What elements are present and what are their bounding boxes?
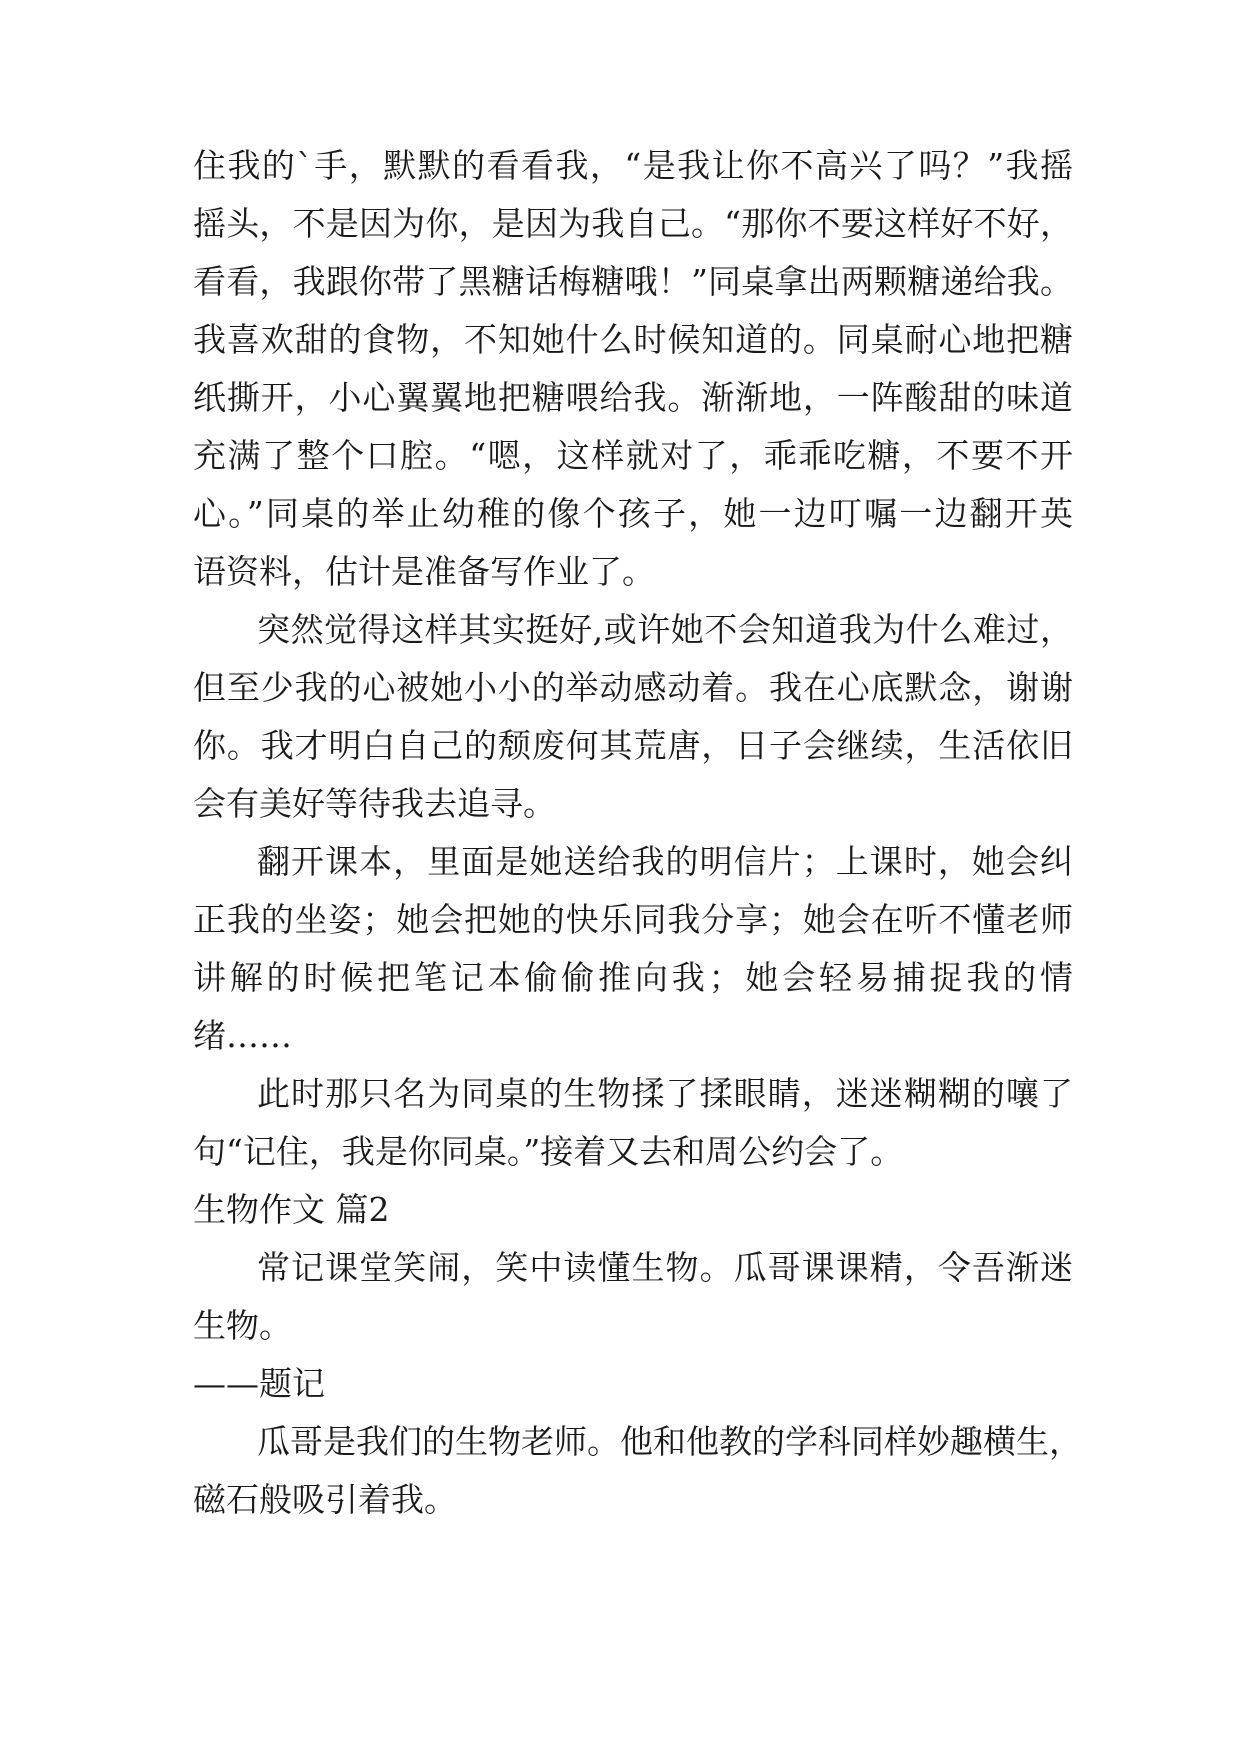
body-text-line: 充满了整个口腔。“嗯，这样就对了，乖乖吃糖，不要不开 <box>193 436 1073 475</box>
body-text-line: 但至少我的心被她小小的举动感动着。我在心底默念，谢谢 <box>193 668 1073 707</box>
body-text-line: 我喜欢甜的食物，不知她什么时候知道的。同桌耐心地把糖 <box>193 320 1073 359</box>
section-heading: 生物作文 篇2 <box>193 1190 390 1229</box>
body-text-line: 看看，我跟你带了黑糖话梅糖哦！”同桌拿出两颗糖递给我。 <box>193 262 1073 301</box>
body-text-line: 住我的`手，默默的看看我，“是我让你不高兴了吗？”我摇 <box>193 146 1073 185</box>
body-text-line: 纸撕开，小心翼翼地把糖喂给我。渐渐地，一阵酸甜的味道 <box>193 378 1073 417</box>
body-text-line: 突然觉得这样其实挺好,或许她不会知道我为什么难过， <box>257 610 1073 649</box>
body-text-line: 此时那只名为同桌的生物揉了揉眼睛，迷迷糊糊的嚷了 <box>257 1074 1073 1113</box>
body-text-line: 会有美好等待我去追寻。 <box>193 784 556 823</box>
body-text-line: 常记课堂笑闹，笑中读懂生物。瓜哥课课精，令吾渐迷 <box>257 1248 1073 1287</box>
body-text-line: 句“记住，我是你同桌。”接着又去和周公约会了。 <box>193 1132 904 1171</box>
epigraph-attribution: ——题记 <box>193 1364 325 1403</box>
body-text-line: 瓜哥是我们的生物老师。他和他教的学科同样妙趣横生， <box>257 1422 1082 1461</box>
body-text-line: 讲解的时候把笔记本偷偷推向我；她会轻易捕捉我的情 <box>193 958 1073 997</box>
body-text-line: 你。我才明白自己的颓废何其荒唐，日子会继续，生活依旧 <box>193 726 1073 765</box>
body-text-line: 绪…… <box>193 1016 292 1055</box>
body-text-line: 语资料，估计是准备写作业了。 <box>193 552 655 591</box>
body-text-line: 磁石般吸引着我。 <box>193 1480 457 1519</box>
body-text-line: 正我的坐姿；她会把她的快乐同我分享；她会在听不懂老师 <box>193 900 1073 939</box>
body-text-line: 心。”同桌的举止幼稚的像个孩子，她一边叮嘱一边翻开英 <box>193 494 1073 533</box>
body-text-line: 生物。 <box>193 1306 292 1345</box>
body-text-line: 摇头，不是因为你，是因为我自己。“那你不要这样好不好， <box>193 204 1073 243</box>
body-text-line: 翻开课本，里面是她送给我的明信片；上课时，她会纠 <box>257 842 1073 881</box>
